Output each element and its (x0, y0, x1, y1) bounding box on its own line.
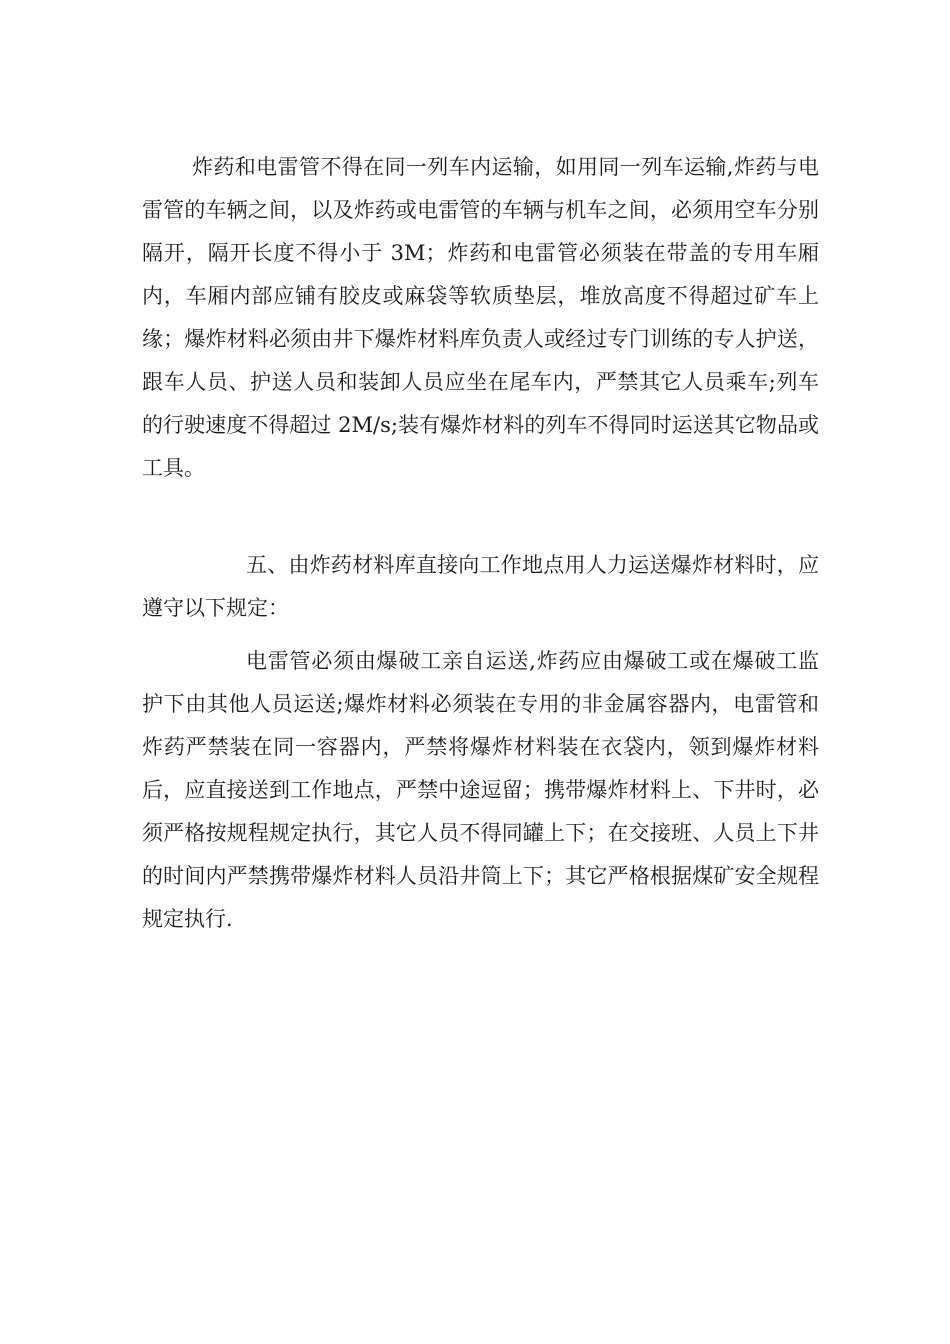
paragraph-section-five-heading: 五、由炸药材料库直接向工作地点用人力运送爆炸材料时，应遵守以下规定： (142, 553, 819, 620)
paragraph-explosive-transport-by-train: 炸药和电雷管不得在同一列车内运输，如用同一列车运输,炸药与电雷管的车辆之间，以及炸药或电雷管的车辆与机车之间，必须用空车分别隔开，隔开长度不得小于 3M；炸药和电雷管必须装在带盖的专用车厢内，车厢内部应铺有胶皮或麻袋等软质垫层，堆放高度不得超过矿车上缘；爆炸材料必须由井下爆炸材料库负责人或经过专门训练的专人护送，跟车人员、护送人员和装卸人员应坐在尾车内，严禁其它人员乘车;列车的行驶速度不得超过 2M/s;装有爆炸材料的列车不得同时运送其它物品或工具。 (142, 155, 819, 480)
paragraph-manual-transport-rules: 电雷管必须由爆破工亲自运送,炸药应由爆破工或在爆破工监护下由其他人员运送;爆炸材料必须装在专用的非金属容器内，电雷管和炸药严禁装在同一容器内，严禁将爆炸材料装在衣袋内，领到爆炸材料后，应直接送到工作地点，严禁中途逗留；携带爆炸材料上、下井时，必须严格按规程规定执行，其它人员不得同罐上下；在交接班、人员上下井的时间内严禁携带爆炸材料人员沿井筒上下；其它严格根据煤矿安全规程规定执行. (142, 649, 819, 931)
